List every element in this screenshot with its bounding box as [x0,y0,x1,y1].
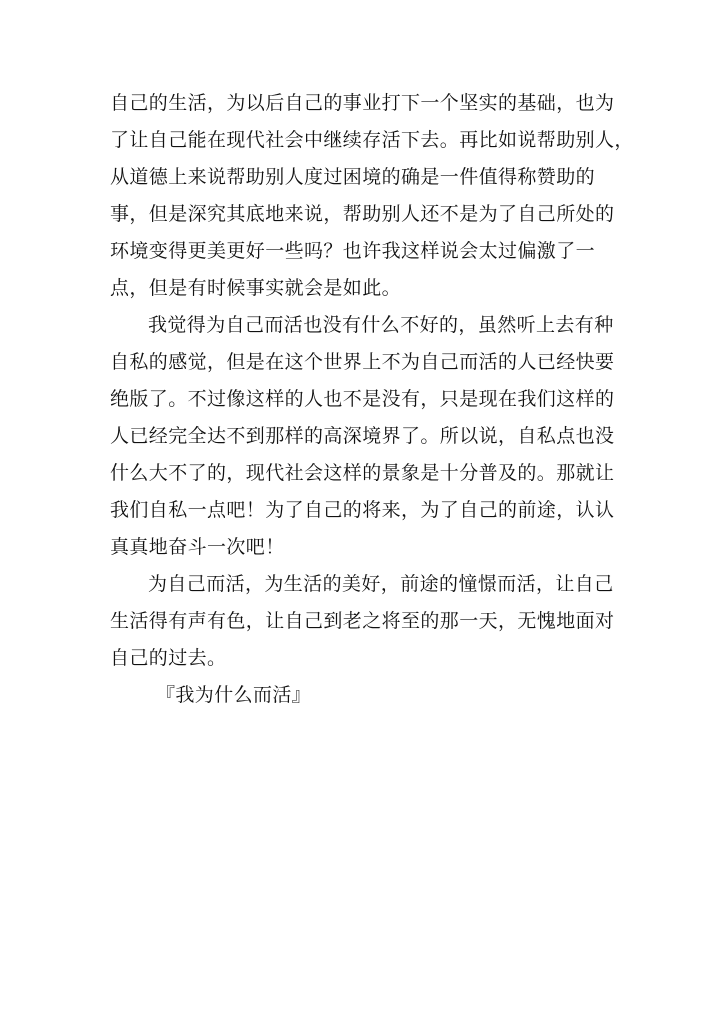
paragraph-line: 什么大不了的，现代社会这样的景象是十分普及的。那就让 [110,462,615,484]
paragraph-line: 了让自己能在现代社会中继续存活下去。再比如说帮助别人， [110,129,634,151]
paragraph-line: 自己的过去。 [110,647,227,669]
paragraph-line: 绝版了。不过像这样的人也不是没有，只是现在我们这样的 [110,388,615,410]
document-body [110,85,634,714]
paragraph-line: 我觉得为自己而活也没有什么不好的，虽然听上去有种 [148,314,614,336]
paragraph-line: 自私的感觉，但是在这个世界上不为自己而活的人已经快要 [110,351,615,373]
paragraph-line: 真真地奋斗一次吧！ [110,536,285,558]
paragraph-line: 人已经完全达不到那样的高深境界了。所以说，自私点也没 [110,425,615,447]
paragraph-line: 从道德上来说帮助别人度过困境的确是一件值得称赞助的 [110,166,596,188]
paragraph-3 [110,566,616,677]
paragraph-1 [110,85,634,307]
paragraph-line: 我们自私一点吧！为了自己的将来，为了自己的前途，认认 [110,499,615,521]
paragraph-line: 生活得有声有色，让自己到老之将至的那一天，无愧地面对 [110,610,615,632]
paragraph-2 [110,307,616,566]
paragraph-line: 为自己而活，为生活的美好，前途的憧憬而活，让自己 [148,573,614,595]
paragraph-line: 自己的生活，为以后自己的事业打下一个坚实的基础，也为 [110,92,615,114]
title-marker: 『我为什么而活』 [156,684,312,706]
paragraph-line: 事，但是深究其底地来说，帮助别人还不是为了自己所处的 [110,203,615,225]
paragraph-line: 点，但是有时候事实就会是如此。 [110,277,402,299]
paragraph-line: 环境变得更美更好一些吗？也许我这样说会太过偏激了一 [110,240,596,262]
